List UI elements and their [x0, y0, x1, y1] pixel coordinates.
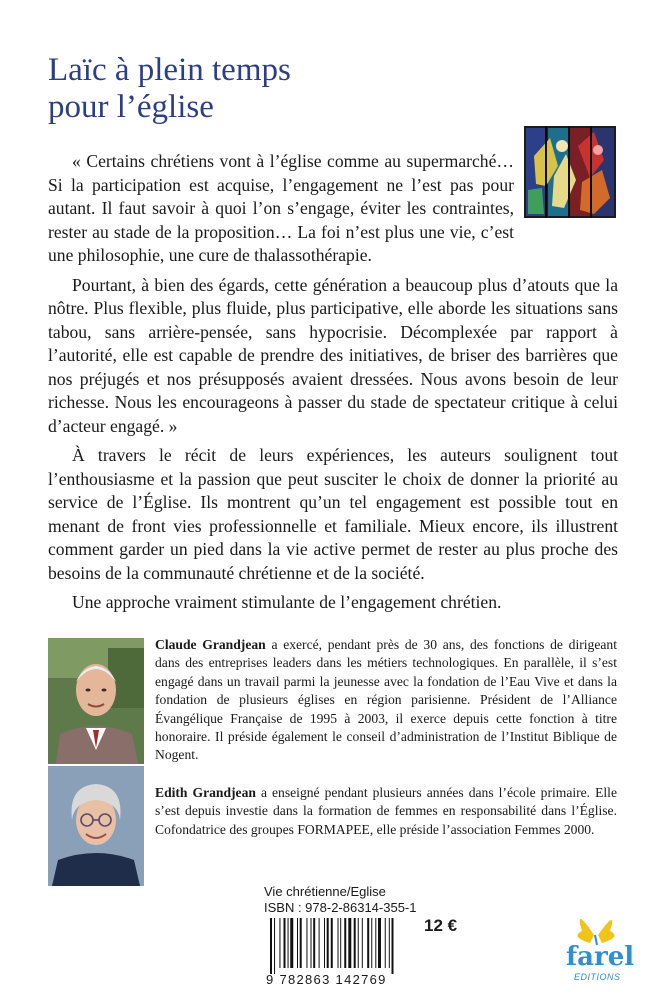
book-title: [48, 52, 291, 126]
barcode-bar: [378, 918, 381, 968]
publisher-name: farel: [566, 942, 635, 972]
barcode-bar: [362, 918, 363, 968]
barcode-bar: [392, 918, 394, 974]
barcode-bar: [324, 918, 325, 968]
author-name: Claude Grandjean: [155, 637, 266, 652]
barcode-bar: [371, 918, 372, 968]
barcode-bar: [313, 918, 315, 968]
category-label: Vie chrétienne/Eglise: [264, 884, 386, 899]
ean-number: 9 782863 142769: [266, 972, 387, 987]
author-photo-edith: [48, 766, 144, 886]
barcode-bar: [288, 918, 289, 968]
barcode-bar: [338, 918, 339, 968]
blurb-paragraph: « Certains chrétiens vont à l’église comme au supermarché… Si la participation est acquise, l’engagement ne l’est pas pour autant. Il faut savoir à quoi l’on s’engage, éviter les contraintes, rester au stade de la proposition… La foi n’est plus une vie, c’est une philosophie, une cure de thalassothérapie.: [48, 151, 514, 265]
title-line-2: pour l’église: [48, 89, 214, 125]
blurb-paragraph: À travers le récit de leurs expériences, les auteurs soulignent tout l’enthousiasme et la passion que peut susciter le choix de donner la priorité au service de l’Église. Ils montrent qu’un tel engagement est possible tout en menant de front vies professionnelle et familiale. Mieux encore, ils illustrent comment garder un pied dans la vie active permet de rester au plus proche des besoins de la communauté chrétienne et de la société.: [48, 445, 618, 583]
barcode-bar: [331, 918, 333, 968]
author-name: Edith Grandjean: [155, 785, 256, 800]
barcode-bar: [311, 918, 312, 968]
barcode-bar: [290, 918, 293, 968]
barcode-bar: [327, 918, 329, 968]
author-bio-claude: [155, 636, 617, 765]
barcode-bar: [375, 918, 376, 968]
barcode-bar: [274, 918, 275, 974]
barcode-bar: [340, 918, 341, 968]
title-line-1: Laïc à plein temps: [48, 52, 291, 88]
price-label: 12 €: [424, 916, 458, 935]
barcode-bar: [319, 918, 320, 968]
blurb-paragraph: Pourtant, à bien des égards, cette génération a beaucoup plus d’atouts que la nôtre. Plus flexible, plus fluide, plus participative, elle aborde les situations sans tabou, sans arrière-pensée, sans hypocrisie. Décomplexée par rapport à l’autorité, elle est capable de prendre des initiatives, de briser des barrières que nos préjugés et nos présupposés avaient dressées. Nous avons besoin de leur richesse. Nous les encourageons à passer du stade de spectateur critique à celui d’acteur engagé. »: [48, 274, 618, 436]
barcode-bar: [297, 918, 298, 968]
barcode-bar: [279, 918, 280, 968]
barcode-bar: [284, 918, 286, 968]
author-bio-edith: [155, 784, 617, 839]
barcode-bar: [270, 918, 272, 974]
isbn-label: ISBN : 978-2-86314-355-1: [264, 900, 417, 915]
author-photo-claude: [48, 638, 144, 764]
barcode-bar: [385, 918, 386, 968]
author-bio-text: a enseigné pendant plusieurs années dans l’école primaire. Elle s’est depuis investie dans la formation de femmes en responsabilité dans l’Église. Cofondatrice des groupes FORMAPEE, elle préside l’association Femmes 2000.: [155, 785, 617, 837]
barcode-bar: [367, 918, 369, 968]
barcode-bar: [348, 918, 351, 968]
barcode-bar: [344, 918, 346, 968]
image-wrap-space: [514, 150, 618, 256]
blurb-paragraph: Une approche vraiment stimulante de l’engagement chrétien.: [72, 592, 502, 612]
publisher-imprint: EDITIONS: [574, 972, 621, 982]
blurb: [48, 150, 618, 621]
barcode-bar: [300, 918, 302, 968]
barcode-bar: [389, 918, 390, 968]
author-bio-text: a exercé, pendant près de 30 ans, des fonctions de dirigeant dans des entreprises leaders dans les métiers technologiques. En parallèle, il s’est engagé dans un travail parmi la jeunesse avec la fondation de l’Eau Vive et dans la fondation de plusieurs églises en région parisienne. Président de l’Alliance Évangélique Française de 1995 à 2003, il exerce depuis cette fonction à titre honoraire. Il préside également le conseil d’administration de l’Institut Biblique de Nogent.: [155, 637, 617, 763]
barcode-bar: [354, 918, 356, 968]
barcode-bar: [358, 918, 359, 968]
barcode-bar: [306, 918, 307, 968]
